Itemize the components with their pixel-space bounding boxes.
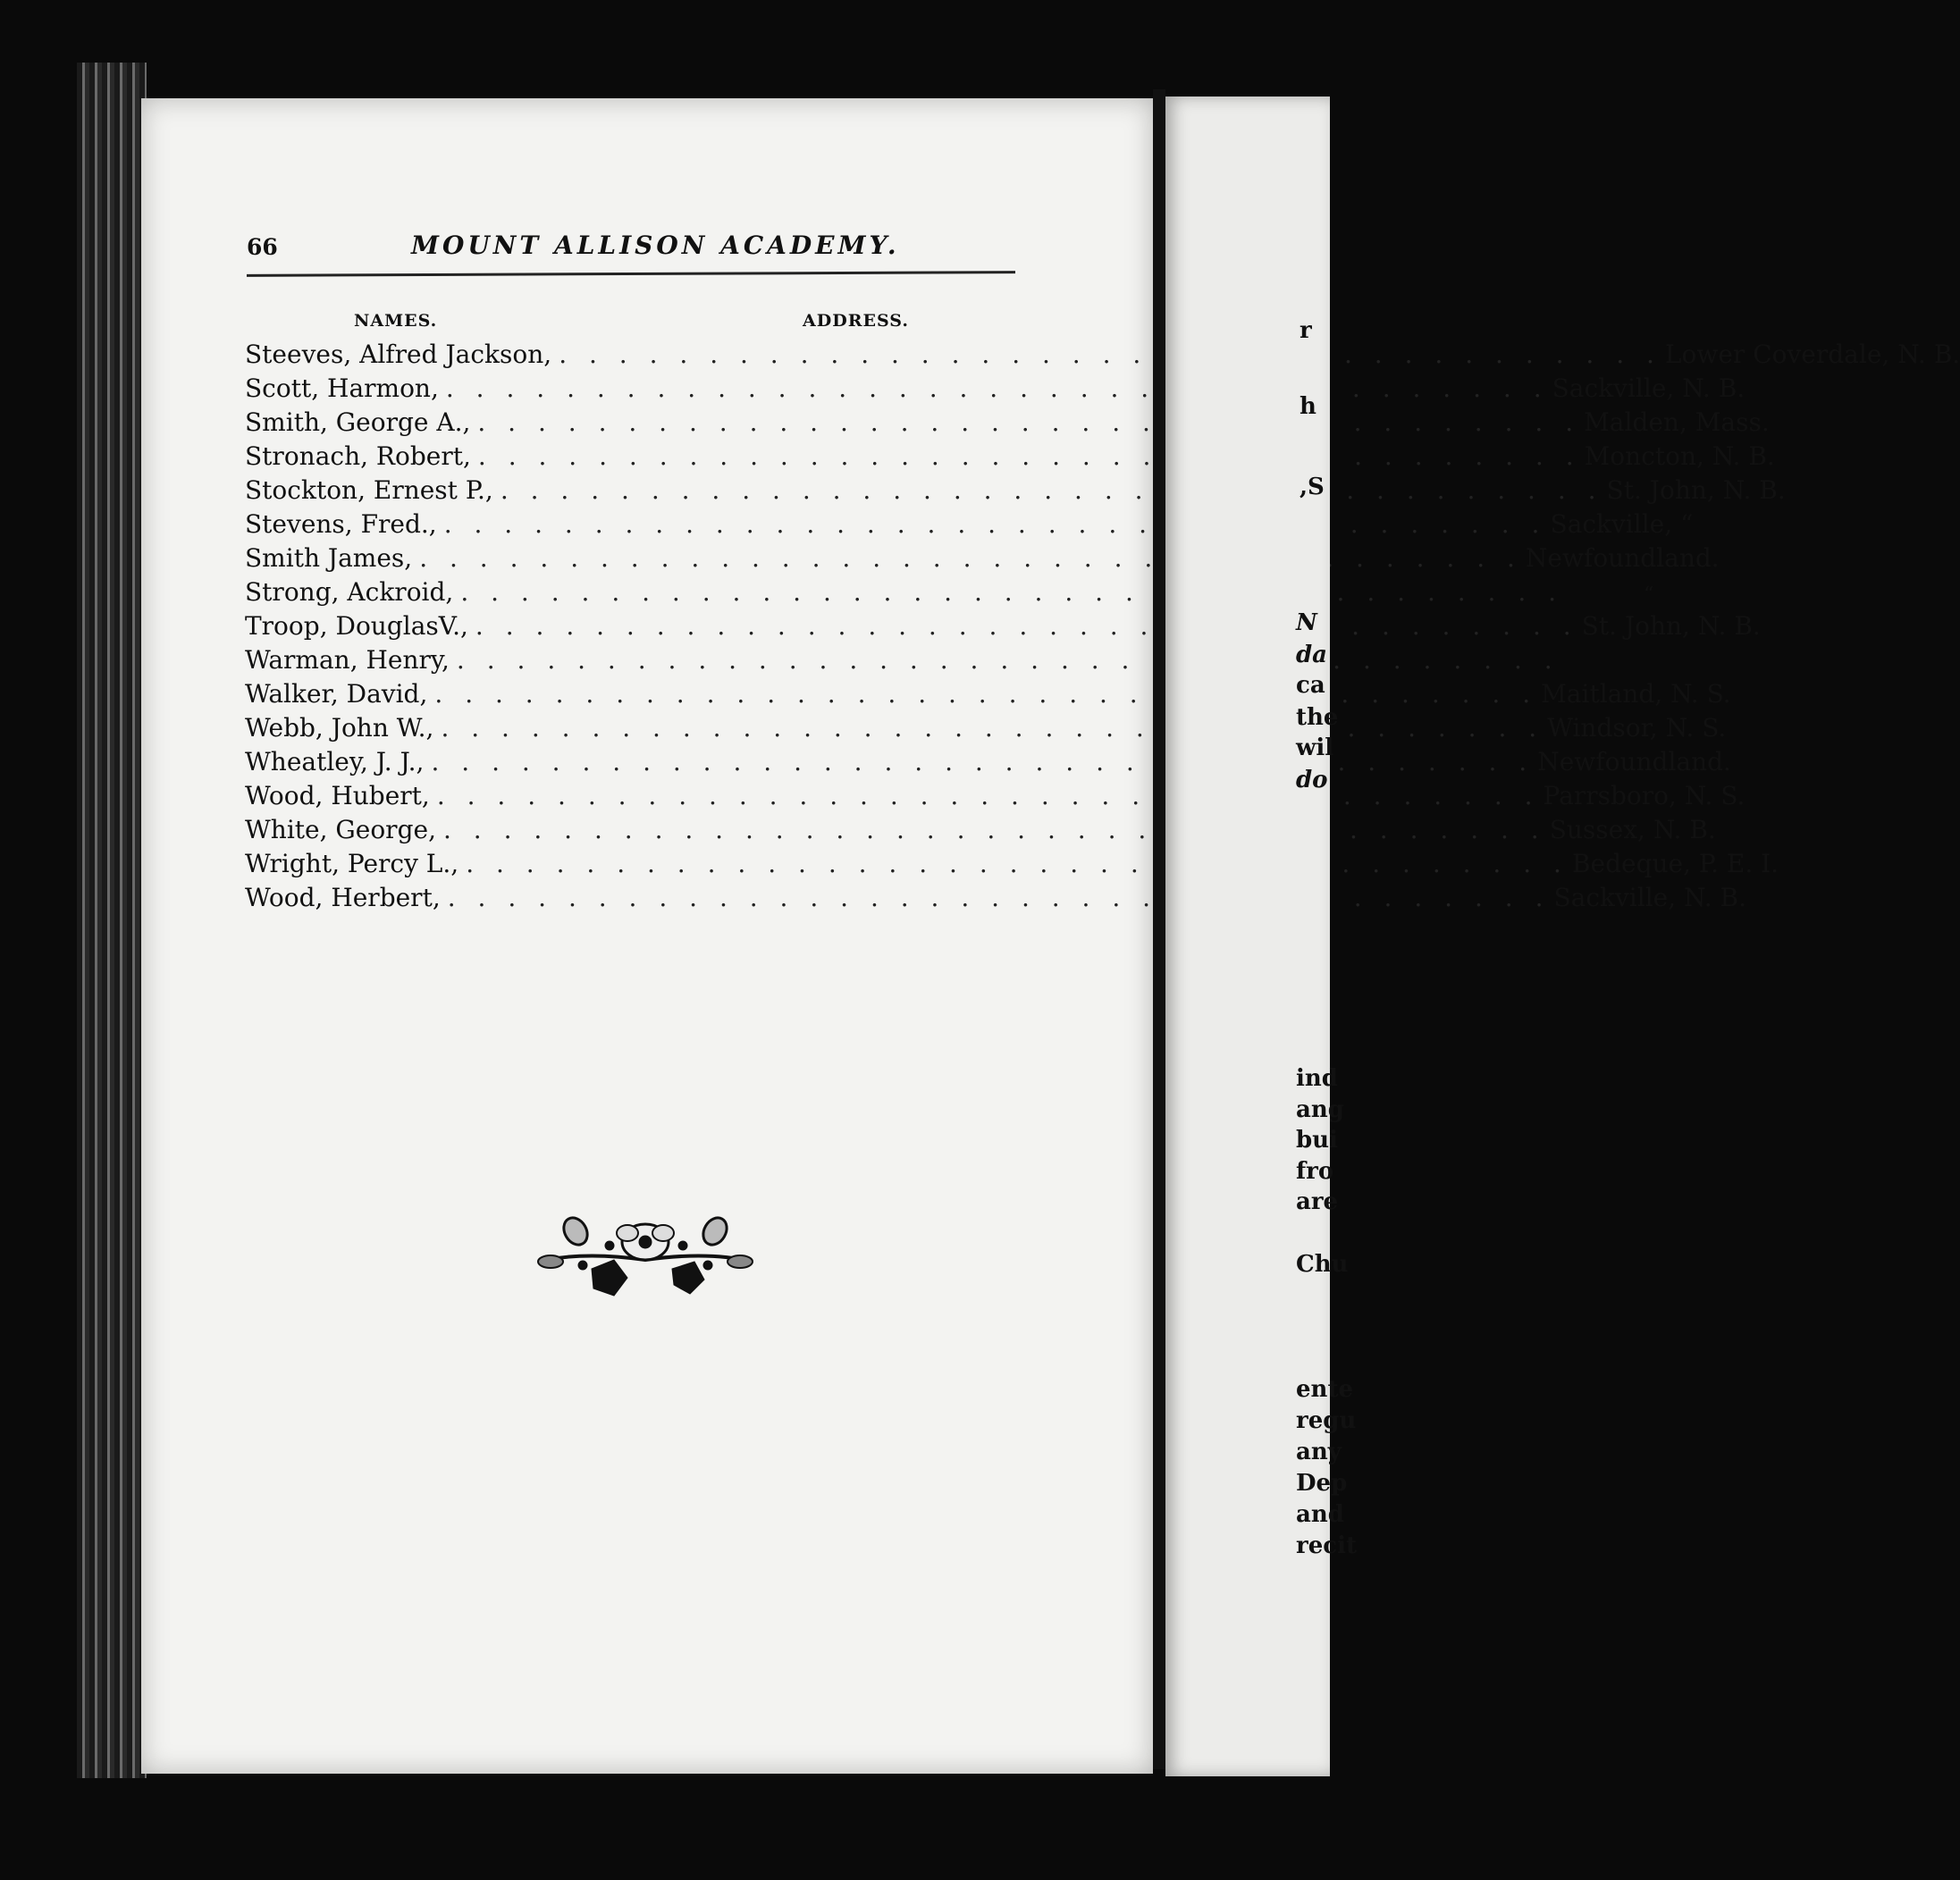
roster-row xyxy=(245,407,1770,441)
dot-leader xyxy=(551,340,1661,369)
student-address: Bedeque, P. E. I. xyxy=(1571,849,1779,878)
roster-row xyxy=(245,781,1745,815)
facing-page-fragment: ente xyxy=(1296,1376,1353,1403)
facing-page-fragment: da xyxy=(1296,642,1328,668)
roster-row xyxy=(245,373,1745,407)
book-gutter xyxy=(1153,89,1165,1769)
roster-row xyxy=(245,509,1694,543)
student-name: Troop, DouglasV., xyxy=(245,611,468,641)
facing-page-fragment: fro xyxy=(1296,1158,1334,1185)
facing-page-fragment: do xyxy=(1296,767,1328,793)
student-name: Strong, Ackroid, xyxy=(245,577,454,607)
facing-page-fragment: r xyxy=(1300,317,1312,344)
student-address: Sackville, N. B. xyxy=(1552,373,1745,403)
roster-row xyxy=(245,645,1031,679)
student-address: Windsor, N. S. xyxy=(1547,713,1727,743)
student-address: Sackville, “ xyxy=(1550,509,1694,539)
dot-leader xyxy=(470,407,1580,437)
dot-leader xyxy=(441,883,1551,912)
student-address: Malden, Mass. xyxy=(1584,407,1770,437)
student-name: Steeves, Alfred Jackson, xyxy=(245,340,552,369)
student-name: Wood, Hubert, xyxy=(245,781,430,810)
roster-row xyxy=(245,441,1775,475)
facing-page-fragment: Chu xyxy=(1296,1251,1349,1278)
right-page-partial xyxy=(1165,97,1357,1776)
dot-leader xyxy=(493,475,1603,505)
roster-row xyxy=(245,577,1654,611)
student-name: Stevens, Fred., xyxy=(245,509,437,539)
facing-page-fragment: ,S xyxy=(1300,474,1325,500)
student-address: Moncton, N. B. xyxy=(1584,441,1775,471)
page-header-title: MOUNT ALLISON ACADEMY. xyxy=(411,231,900,260)
dot-leader xyxy=(437,509,1547,539)
dot-leader xyxy=(453,577,1563,607)
facing-page-fragment: recit xyxy=(1296,1532,1357,1559)
student-name: Stockton, Ernest P., xyxy=(245,475,493,505)
dot-leader xyxy=(471,441,1581,471)
student-name: Wheatley, J. J., xyxy=(245,747,425,776)
student-name: White, George, xyxy=(245,815,436,844)
student-name: Webb, John W., xyxy=(245,713,434,743)
roster-row xyxy=(245,543,1720,577)
facing-page-fragment: ca xyxy=(1296,672,1325,699)
student-address: St. John, N. B. xyxy=(1606,475,1786,505)
student-name: Smith James, xyxy=(245,543,413,573)
book-page-edges xyxy=(77,63,147,1778)
student-address: Newfoundland. xyxy=(1537,747,1731,776)
facing-page-fragment: h xyxy=(1300,393,1316,420)
facing-page-fragment: any xyxy=(1296,1439,1342,1465)
facing-page-fragment: N xyxy=(1296,609,1317,636)
roster-row xyxy=(245,340,1960,373)
dot-leader xyxy=(430,781,1540,810)
facing-page-fragment: bui xyxy=(1296,1127,1338,1154)
floral-ornament xyxy=(529,1206,761,1305)
dot-leader xyxy=(458,849,1569,878)
dot-leader xyxy=(424,747,1534,776)
dot-leader xyxy=(450,645,1560,675)
student-address: Newfoundland. xyxy=(1525,543,1720,573)
student-address: Sussex, N. B. xyxy=(1549,815,1716,844)
dot-leader xyxy=(439,373,1549,403)
student-name: Walker, David, xyxy=(245,679,428,709)
running-head xyxy=(247,231,1015,266)
student-address: Parrsboro, N. S. xyxy=(1543,781,1745,810)
address-column-heading: ADDRESS. xyxy=(803,311,909,331)
roster-row xyxy=(245,475,1786,509)
facing-page-fragment: ang xyxy=(1296,1096,1344,1123)
student-name: Wright, Percy L., xyxy=(245,849,459,878)
facing-page-fragment: and xyxy=(1296,1501,1344,1528)
roster-row xyxy=(245,883,1747,917)
student-name: Smith, George A., xyxy=(245,407,471,437)
student-address: “ xyxy=(1644,583,1654,606)
names-column-heading: NAMES. xyxy=(354,311,438,331)
dot-leader xyxy=(412,543,1522,573)
student-name: Warman, Henry, xyxy=(245,645,450,675)
student-address: St. John, N. B. xyxy=(1581,611,1761,641)
facing-page-fragment: regu xyxy=(1296,1407,1357,1434)
roster-row xyxy=(245,849,1779,883)
student-name: Scott, Harmon, xyxy=(245,373,439,403)
facing-page-fragment: Dep xyxy=(1296,1470,1348,1497)
facing-page-fragment: ind xyxy=(1296,1065,1338,1092)
dot-leader xyxy=(436,815,1546,844)
student-address: Lower Coverdale, N. B. xyxy=(1664,340,1960,369)
roster-row xyxy=(245,611,1761,645)
student-name: Wood, Herbert, xyxy=(245,883,441,912)
facing-page-fragment: are xyxy=(1296,1188,1339,1215)
student-address: Maitland, N. S. xyxy=(1541,679,1731,709)
facing-page-fragment: the xyxy=(1296,704,1339,731)
roster-row xyxy=(245,815,1716,849)
student-address: Sackville, N. B. xyxy=(1553,883,1747,912)
dot-leader xyxy=(468,611,1578,641)
dot-leader xyxy=(433,713,1544,743)
dot-leader xyxy=(427,679,1537,709)
page-number: 66 xyxy=(247,234,278,260)
facing-page-fragment: wil xyxy=(1296,734,1334,761)
student-name: Stronach, Robert, xyxy=(245,441,471,471)
